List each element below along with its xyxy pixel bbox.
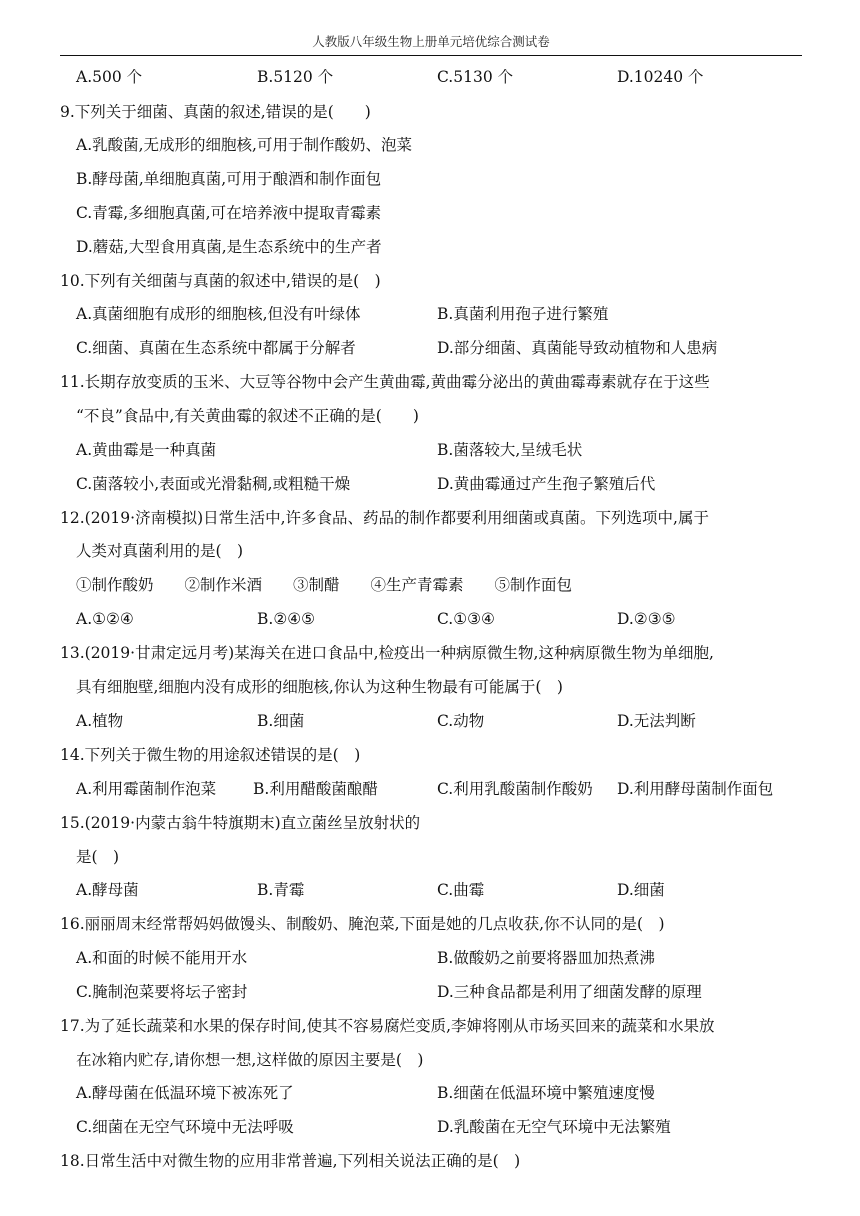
q10-option-c: C.细菌、真菌在生态系统中都属于分解者 <box>76 339 356 357</box>
q12-option-c: C.①③④ <box>437 610 495 628</box>
q17-option-c: C.细菌在无空气环境中无法呼吸 <box>76 1118 294 1136</box>
q8-option-b: B.5120 个 <box>257 68 334 86</box>
q9-option-d: D.蘑菇,大型食用真菌,是生态系统中的生产者 <box>76 238 382 256</box>
q11-stem-line2: “不良”食品中,有关黄曲霉的叙述不正确的是( ) <box>76 407 419 425</box>
q13-option-d: D.无法判断 <box>617 712 696 730</box>
q16-option-d: D.三种食品都是利用了细菌发酵的原理 <box>437 983 702 1001</box>
q11-option-b: B.菌落较大,呈绒毛状 <box>437 441 583 459</box>
q15-stem-line1: 15.(2019·内蒙古翁牛特旗期末)直立菌丝呈放射状的 <box>60 814 421 832</box>
q14-option-b: B.利用醋酸菌酿醋 <box>253 780 378 798</box>
q9-stem: 9.下列关于细菌、真菌的叙述,错误的是( ) <box>60 103 371 121</box>
q16-option-b: B.做酸奶之前要将器皿加热煮沸 <box>437 949 655 967</box>
q9-option-a: A.乳酸菌,无成形的细胞核,可用于制作酸奶、泡菜 <box>76 136 412 154</box>
q12-items: ①制作酸奶 ②制作米酒 ③制醋 ④生产青霉素 ⑤制作面包 <box>76 576 573 594</box>
q8-option-c: C.5130 个 <box>437 68 514 86</box>
q14-option-a: A.利用霉菌制作泡菜 <box>76 780 217 798</box>
q10-option-a: A.真菌细胞有成形的细胞核,但没有叶绿体 <box>76 305 361 323</box>
q16-option-a: A.和面的时候不能用开水 <box>76 949 248 967</box>
q13-option-c: C.动物 <box>437 712 485 730</box>
q16-stem: 16.丽丽周末经常帮妈妈做馒头、制酸奶、腌泡菜,下面是她的几点收获,你不认同的是( ) <box>60 915 665 933</box>
q16-option-c: C.腌制泡菜要将坛子密封 <box>76 983 248 1001</box>
q12-option-a: A.①②④ <box>76 610 134 628</box>
q8-option-d: D.10240 个 <box>617 68 704 86</box>
q9-option-b: B.酵母菌,单细胞真菌,可用于酿酒和制作面包 <box>76 170 382 188</box>
q15-option-a: A.酵母菌 <box>76 881 139 899</box>
q12-stem-line1: 12.(2019·济南模拟)日常生活中,许多食品、药品的制作都要利用细菌或真菌。下列选项中,属于 <box>60 509 709 527</box>
q12-stem-line2: 人类对真菌利用的是( ) <box>76 542 244 560</box>
q17-option-a: A.酵母菌在低温环境下被冻死了 <box>76 1084 294 1102</box>
q11-stem-line1: 11.长期存放变质的玉米、大豆等谷物中会产生黄曲霉,黄曲霉分泌出的黄曲霉毒素就存在于这些 <box>60 373 710 391</box>
q11-option-a: A.黄曲霉是一种真菌 <box>76 441 217 459</box>
q12-option-b: B.②④⑤ <box>257 610 316 628</box>
page-header: 人教版八年级生物上册单元培优综合测试卷 <box>312 34 550 49</box>
q13-option-a: A.植物 <box>76 712 124 730</box>
q13-stem-line1: 13.(2019·甘肃定远月考)某海关在进口食品中,检疫出一种病原微生物,这种病原微生物为单细胞, <box>60 644 714 662</box>
q9-option-c: C.青霉,多细胞真菌,可在培养液中提取青霉素 <box>76 204 382 222</box>
q17-stem-line1: 17.为了延长蔬菜和水果的保存时间,使其不容易腐烂变质,李婶将刚从市场买回来的蔬菜和水果放 <box>60 1017 715 1035</box>
q17-stem-line2: 在冰箱内贮存,请你想一想,这样做的原因主要是( ) <box>76 1051 424 1069</box>
q17-option-b: B.细菌在低温环境中繁殖速度慢 <box>437 1084 655 1102</box>
header-rule <box>60 55 802 56</box>
q14-option-d: D.利用酵母菌制作面包 <box>617 780 774 798</box>
q15-stem-line2: 是( ) <box>76 848 120 866</box>
q15-option-c: C.曲霉 <box>437 881 485 899</box>
q10-option-d: D.部分细菌、真菌能导致动植物和人患病 <box>437 339 718 357</box>
q12-option-d: D.②③⑤ <box>617 610 676 628</box>
q10-stem: 10.下列有关细菌与真菌的叙述中,错误的是( ) <box>60 272 381 290</box>
q11-option-d: D.黄曲霉通过产生孢子繁殖后代 <box>437 475 656 493</box>
q18-stem: 18.日常生活中对微生物的应用非常普遍,下列相关说法正确的是( ) <box>60 1152 521 1170</box>
q17-option-d: D.乳酸菌在无空气环境中无法繁殖 <box>437 1118 671 1136</box>
q14-stem: 14.下列关于微生物的用途叙述错误的是( ) <box>60 746 361 764</box>
q10-option-b: B.真菌利用孢子进行繁殖 <box>437 305 609 323</box>
q8-option-a: A.500 个 <box>76 68 143 86</box>
q13-option-b: B.细菌 <box>257 712 305 730</box>
q13-stem-line2: 具有细胞壁,细胞内没有成形的细胞核,你认为这种生物最有可能属于( ) <box>76 678 563 696</box>
q14-option-c: C.利用乳酸菌制作酸奶 <box>437 780 593 798</box>
q11-option-c: C.菌落较小,表面或光滑黏稠,或粗糙干燥 <box>76 475 351 493</box>
q15-option-b: B.青霉 <box>257 881 305 899</box>
q15-option-d: D.细菌 <box>617 881 665 899</box>
